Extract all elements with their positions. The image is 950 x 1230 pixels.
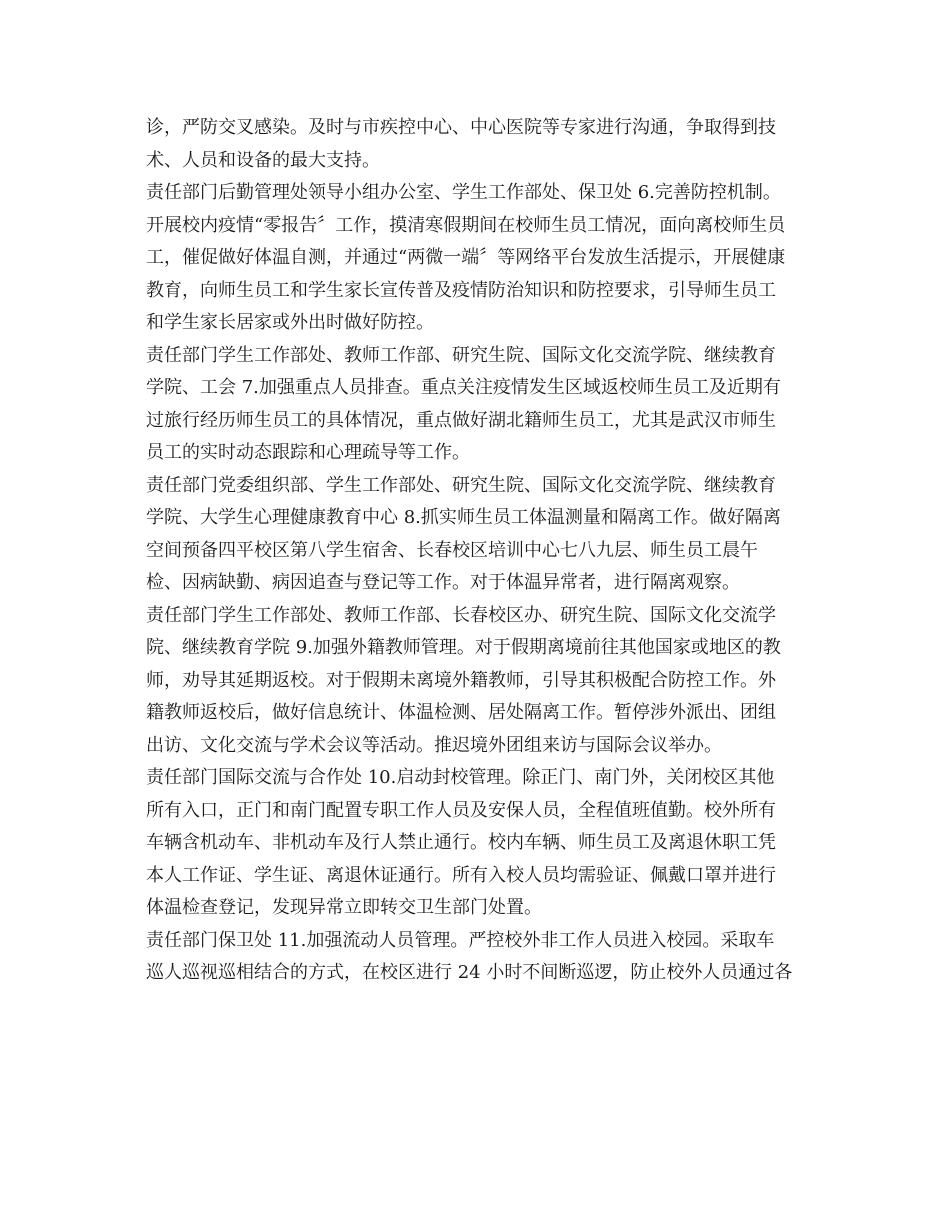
- text-line: 体温检查登记，发现异常立即转交卫生部门处置。: [146, 897, 542, 918]
- text-line: 责任部门学生工作部处、教师工作部、长春校区办、研究生院、国际文化交流学: [146, 604, 776, 626]
- text-line: 车辆含机动车、非机动车及行人禁止通行。校内车辆、师生员工及离退休职工凭: [146, 832, 776, 853]
- text-line: 责任部门保卫处 11.加强流动人员管理。严控校外非工作人员进入校园。采取车: [146, 929, 775, 951]
- text-line: 责任部门国际交流与合作处 10.启动封校管理。除正门、南门外，关闭校区其他: [146, 767, 775, 788]
- text-line: 诊，严防交叉感染。及时与市疾控中心、中心医院等专家进行沟通，争取得到技: [146, 117, 776, 138]
- text-line: 院、继续教育学院 9.加强外籍教师管理。对于假期离境前往其他国家或地区的教: [146, 637, 781, 658]
- text-line: 所有入口，正门和南门配置专职工作人员及安保人员，全程值班值勤。校外所有: [146, 799, 776, 821]
- text-line: 空间预备四平校区第八学生宿舍、长春校区培训中心七八九层、师生员工晨午: [146, 539, 758, 561]
- text-line: 工，催促做好体温自测，并通过“两微一端〞等网络平台发放生活提示，开展健康: [146, 247, 786, 268]
- text-line: 责任部门学生工作部处、教师工作部、研究生院、国际文化交流学院、继续教育: [146, 344, 776, 366]
- text-line: 员工的实时动态跟踪和心理疏导等工作。: [146, 442, 470, 463]
- document-body: [146, 112, 806, 990]
- text-line: 开展校内疫情“零报告〞工作，摸清寒假期间在校师生员工情况，面向离校师生员: [146, 214, 786, 236]
- text-line: 本人工作证、学生证、离退休证通行。所有入校人员均需验证、佩戴口罩并进行: [146, 864, 776, 886]
- text-line: 出访、文化交流与学术会议等活动。推迟境外团组来访与国际会议举办。: [146, 734, 722, 756]
- text-line: 学院、大学生心理健康教育中心 8.抓实师生员工体温测量和隔离工作。做好隔离: [146, 507, 781, 528]
- text-line: 责任部门后勤管理处领导小组办公室、学生工作部处、保卫处 6.完善防控机制。: [146, 182, 781, 203]
- text-line: 责任部门党委组织部、学生工作部处、研究生院、国际文化交流学院、继续教育: [146, 474, 776, 496]
- text-line: 学院、工会 7.加强重点人员排查。重点关注疫情发生区域返校师生员工及近期有: [146, 377, 781, 398]
- text-line: 教育，向师生员工和学生家长宣传普及疫情防治知识和防控要求，引导师生员工: [146, 279, 776, 301]
- text-line: 和学生家长居家或外出时做好防控。: [146, 312, 434, 333]
- text-line: 师，劝导其延期返校。对于假期未离境外籍教师，引导其积极配合防控工作。外: [146, 669, 776, 691]
- text-line: 过旅行经历师生员工的具体情况，重点做好湖北籍师生员工，尤其是武汉市师生: [146, 409, 776, 431]
- text-line: 术、人员和设备的最大支持。: [146, 149, 380, 171]
- text-line: 巡人巡视巡相结合的方式，在校区进行 24 小时不间断巡逻，防止校外人员通过各: [146, 962, 793, 983]
- text-line: 籍教师返校后，做好信息统计、体温检测、居处隔离工作。暂停涉外派出、团组: [146, 702, 776, 723]
- text-line: 检、因病缺勤、病因追查与登记等工作。对于体温异常者，进行隔离观察。: [146, 572, 740, 593]
